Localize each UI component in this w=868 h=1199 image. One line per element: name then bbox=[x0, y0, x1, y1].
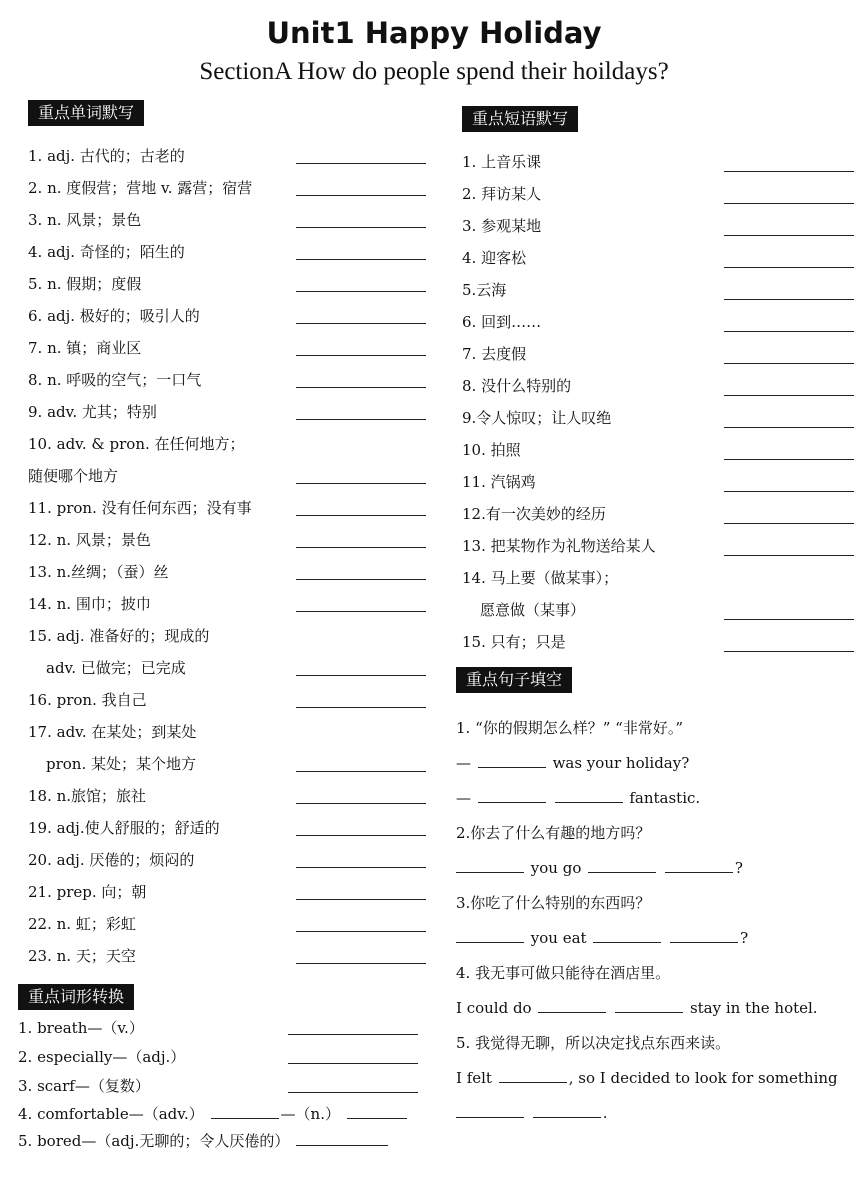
answer-blank[interactable] bbox=[211, 1104, 279, 1119]
sentence-prompt: 1. “你的假期怎么样？” “非常好。” bbox=[456, 719, 684, 737]
phrase-row bbox=[462, 210, 858, 242]
sentence-prompt: 3.你吃了什么特别的东西吗？ bbox=[456, 894, 651, 912]
sentence-answer: you eat ? bbox=[456, 921, 860, 956]
word-row bbox=[28, 492, 438, 524]
word-row bbox=[28, 716, 438, 748]
phrase-row bbox=[462, 178, 858, 210]
phrase-label: 14. 马上要（做某事）； bbox=[462, 569, 619, 587]
word-row bbox=[28, 620, 438, 652]
answer-blank[interactable] bbox=[296, 899, 426, 900]
phrase-row bbox=[462, 594, 858, 626]
answer-blank[interactable] bbox=[296, 323, 426, 324]
phrase-label: 3. 参观某地 bbox=[462, 217, 542, 235]
answer-blank[interactable] bbox=[724, 491, 854, 492]
sentence-answer: — fantastic. bbox=[456, 789, 701, 807]
answer-blank[interactable] bbox=[288, 1034, 418, 1035]
word-row bbox=[28, 556, 438, 588]
sentence-answer: — was your holiday? bbox=[456, 754, 690, 772]
answer-blank[interactable] bbox=[296, 483, 426, 484]
word-row bbox=[28, 332, 438, 364]
sentence-answer: you go ? bbox=[456, 851, 860, 886]
form-row bbox=[18, 1072, 428, 1101]
phrase-label: 11. 汽锅鸡 bbox=[462, 473, 536, 491]
phrase-label: 9.令人惊叹；让人叹绝 bbox=[462, 409, 612, 427]
word-label: 23. n. 天；天空 bbox=[28, 947, 136, 965]
phrase-row bbox=[462, 402, 858, 434]
answer-blank[interactable] bbox=[296, 611, 426, 612]
word-row bbox=[28, 364, 438, 396]
answer-blank[interactable] bbox=[296, 259, 426, 260]
word-row bbox=[28, 588, 438, 620]
phrase-row bbox=[462, 626, 858, 658]
word-label: 3. n. 风景；景色 bbox=[28, 211, 142, 229]
phrase-label: 8. 没什么特别的 bbox=[462, 377, 572, 395]
phrase-label: 4. 迎客松 bbox=[462, 249, 527, 267]
answer-blank[interactable] bbox=[665, 858, 733, 873]
answer-blank[interactable] bbox=[724, 523, 854, 524]
sentence-answer: I could do stay in the hotel. bbox=[456, 999, 818, 1017]
word-label: 12. n. 风景；景色 bbox=[28, 531, 151, 549]
word-row bbox=[28, 268, 438, 300]
phrase-label: 愿意做（某事） bbox=[480, 601, 586, 619]
word-label: 20. adj. 厌倦的；烦闷的 bbox=[28, 851, 195, 869]
answer-blank[interactable] bbox=[499, 1068, 567, 1083]
answer-blank[interactable] bbox=[593, 928, 661, 943]
phrase-label: 15. 只有；只是 bbox=[462, 633, 566, 651]
word-label: 19. adj.使人舒服的；舒适的 bbox=[28, 819, 220, 837]
word-row bbox=[28, 172, 438, 204]
word-row bbox=[28, 396, 438, 428]
word-row bbox=[28, 876, 438, 908]
word-label: 5. n. 假期；度假 bbox=[28, 275, 142, 293]
answer-blank[interactable] bbox=[296, 835, 426, 836]
word-row bbox=[28, 204, 438, 236]
word-label: 21. prep. 向；朝 bbox=[28, 883, 147, 901]
sentence-answer: I felt , so I decided to look for something bbox=[456, 1069, 838, 1087]
answer-blank[interactable] bbox=[588, 858, 656, 873]
word-label: 随便哪个地方 bbox=[28, 467, 119, 485]
phrases-section bbox=[462, 106, 858, 658]
word-row bbox=[28, 812, 438, 844]
word-label: 10. adv. & pron. 在任何地方； bbox=[28, 435, 245, 453]
phrase-row bbox=[462, 466, 858, 498]
word-row bbox=[28, 748, 438, 780]
answer-blank[interactable] bbox=[724, 267, 854, 268]
word-label: 8. n. 呼吸的空气；一口气 bbox=[28, 371, 202, 389]
answer-blank[interactable] bbox=[478, 788, 546, 803]
answer-blank[interactable] bbox=[456, 928, 524, 943]
answer-blank[interactable] bbox=[724, 555, 854, 556]
answer-blank[interactable] bbox=[478, 753, 546, 768]
form-label: 2. especially—（adj.） bbox=[18, 1048, 186, 1066]
answer-blank[interactable] bbox=[296, 771, 426, 772]
answer-blank[interactable] bbox=[724, 651, 854, 652]
phrase-row bbox=[462, 274, 858, 306]
answer-blank[interactable] bbox=[724, 203, 854, 204]
answer-blank[interactable] bbox=[288, 1063, 418, 1064]
sentences-section bbox=[456, 667, 860, 1131]
word-label: 1. adj. 古代的；古老的 bbox=[28, 147, 185, 165]
answer-blank[interactable] bbox=[296, 803, 426, 804]
word-label: 17. adv. 在某处；到某处 bbox=[28, 723, 197, 741]
word-label: 22. n. 虹；彩虹 bbox=[28, 915, 136, 933]
sentence-prompt: 4. 我无事可做只能待在酒店里。 bbox=[456, 964, 671, 982]
answer-blank[interactable] bbox=[347, 1104, 407, 1119]
word-label: 18. n.旅馆；旅社 bbox=[28, 787, 147, 805]
word-label: 14. n. 围巾；披巾 bbox=[28, 595, 151, 613]
answer-blank[interactable] bbox=[724, 363, 854, 364]
answer-blank[interactable] bbox=[296, 579, 426, 580]
answer-blank[interactable] bbox=[296, 867, 426, 868]
answer-blank[interactable] bbox=[296, 707, 426, 708]
word-row bbox=[28, 140, 438, 172]
phrase-label: 13. 把某物作为礼物送给某人 bbox=[462, 537, 656, 555]
phrase-row bbox=[462, 306, 858, 338]
word-row bbox=[28, 652, 438, 684]
phrase-label: 12.有一次美妙的经历 bbox=[462, 505, 606, 523]
word-label: 15. adj. 准备好的；现成的 bbox=[28, 627, 210, 645]
phrase-label: 1. 上音乐课 bbox=[462, 153, 542, 171]
word-label: pron. 某处；某个地方 bbox=[46, 755, 197, 773]
sentence-answer: . bbox=[456, 1096, 860, 1131]
word-row bbox=[28, 300, 438, 332]
phrase-row bbox=[462, 338, 858, 370]
word-label: 2. n. 度假营；营地 v. 露营；宿营 bbox=[28, 179, 253, 197]
word-label: adv. 已做完；已完成 bbox=[46, 659, 186, 677]
answer-blank[interactable] bbox=[538, 998, 606, 1013]
phrase-label: 2. 拜访某人 bbox=[462, 185, 542, 203]
phrase-row bbox=[462, 562, 858, 594]
section-header-words: 重点单词默写 bbox=[28, 100, 144, 126]
answer-blank[interactable] bbox=[724, 395, 854, 396]
answer-blank[interactable] bbox=[296, 931, 426, 932]
word-row bbox=[28, 684, 438, 716]
phrase-row bbox=[462, 498, 858, 530]
word-row bbox=[28, 780, 438, 812]
form-row bbox=[18, 1101, 428, 1128]
phrase-label: 6. 回到…… bbox=[462, 313, 542, 331]
phrase-row bbox=[462, 434, 858, 466]
word-row bbox=[28, 940, 438, 972]
word-row bbox=[28, 844, 438, 876]
answer-blank[interactable] bbox=[296, 1131, 388, 1146]
word-row bbox=[28, 460, 438, 492]
answer-blank[interactable] bbox=[288, 1092, 418, 1093]
sentence-prompt: 5. 我觉得无聊，所以决定找点东西来读。 bbox=[456, 1034, 731, 1052]
answer-blank[interactable] bbox=[724, 235, 854, 236]
phrase-row bbox=[462, 530, 858, 562]
sentence-prompt: 2.你去了什么有趣的地方吗？ bbox=[456, 824, 651, 842]
section-header-phrases: 重点短语默写 bbox=[462, 106, 578, 132]
phrase-label: 7. 去度假 bbox=[462, 345, 527, 363]
form-row bbox=[18, 1128, 428, 1155]
answer-blank[interactable] bbox=[296, 355, 426, 356]
answer-blank[interactable] bbox=[296, 963, 426, 964]
word-label: 7. n. 镇；商业区 bbox=[28, 339, 142, 357]
worksheet-title: Unit1 Happy Holiday bbox=[266, 16, 602, 50]
word-label: 6. adj. 极好的；吸引人的 bbox=[28, 307, 200, 325]
section-header-sentences: 重点句子填空 bbox=[456, 667, 572, 693]
form-label: 3. scarf—（复数） bbox=[18, 1077, 150, 1095]
word-row bbox=[28, 236, 438, 268]
answer-blank[interactable] bbox=[296, 675, 426, 676]
word-label: 11. pron. 没有任何东西；没有事 bbox=[28, 499, 252, 517]
word-label: 4. adj. 奇怪的；陌生的 bbox=[28, 243, 185, 261]
word-label: 13. n.丝绸；（蚕）丝 bbox=[28, 563, 169, 581]
word-row bbox=[28, 524, 438, 556]
forms-section bbox=[18, 984, 428, 1155]
answer-blank[interactable] bbox=[456, 858, 524, 873]
word-row bbox=[28, 908, 438, 940]
form-mid-label: —（n.） bbox=[280, 1105, 340, 1123]
answer-blank[interactable] bbox=[724, 171, 854, 172]
phrase-label: 5.云海 bbox=[462, 281, 507, 299]
answer-blank[interactable] bbox=[296, 291, 426, 292]
answer-blank[interactable] bbox=[456, 1103, 524, 1118]
answer-blank[interactable] bbox=[296, 547, 426, 548]
answer-blank[interactable] bbox=[724, 459, 854, 460]
answer-blank[interactable] bbox=[296, 227, 426, 228]
worksheet-subtitle: SectionA How do people spend their hoildays? bbox=[199, 58, 669, 85]
word-label: 9. adv. 尤其；特别 bbox=[28, 403, 157, 421]
answer-blank[interactable] bbox=[296, 195, 426, 196]
answer-blank[interactable] bbox=[296, 515, 426, 516]
answer-blank[interactable] bbox=[724, 427, 854, 428]
form-label: 4. comfortable—（adv.） bbox=[18, 1105, 204, 1123]
answer-blank[interactable] bbox=[296, 163, 426, 164]
phrase-label: 10. 拍照 bbox=[462, 441, 521, 459]
answer-blank[interactable] bbox=[296, 419, 426, 420]
answer-blank[interactable] bbox=[555, 788, 623, 803]
answer-blank[interactable] bbox=[296, 387, 426, 388]
form-label: 5. bored—（adj.无聊的；令人厌倦的） bbox=[18, 1132, 290, 1150]
words-section bbox=[28, 100, 438, 972]
phrase-row bbox=[462, 146, 858, 178]
answer-blank[interactable] bbox=[615, 998, 683, 1013]
word-row bbox=[28, 428, 438, 460]
section-header-forms: 重点词形转换 bbox=[18, 984, 134, 1010]
answer-blank[interactable] bbox=[724, 299, 854, 300]
form-row bbox=[18, 1014, 428, 1043]
answer-blank[interactable] bbox=[724, 619, 854, 620]
form-row bbox=[18, 1043, 428, 1072]
answer-blank[interactable] bbox=[670, 928, 738, 943]
phrase-row bbox=[462, 242, 858, 274]
word-label: 16. pron. 我自己 bbox=[28, 691, 147, 709]
form-label: 1. breath—（v.） bbox=[18, 1019, 144, 1037]
answer-blank[interactable] bbox=[533, 1103, 601, 1118]
answer-blank[interactable] bbox=[724, 331, 854, 332]
phrase-row bbox=[462, 370, 858, 402]
